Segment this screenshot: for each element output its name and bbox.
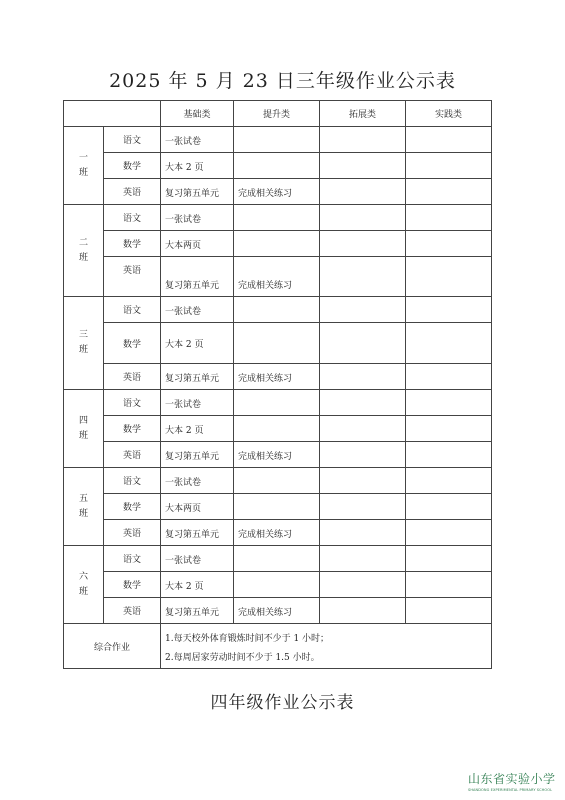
summary-row bbox=[64, 624, 492, 669]
practice-cell bbox=[406, 468, 492, 494]
improve-cell bbox=[234, 297, 320, 323]
basic-cell: 一张试卷 bbox=[161, 546, 234, 572]
subject-cell: 语文 bbox=[104, 468, 161, 494]
subject-cell: 英语 bbox=[104, 257, 161, 297]
extend-cell bbox=[320, 572, 406, 598]
table-row bbox=[64, 546, 492, 572]
basic-cell: 复习第五单元 bbox=[161, 364, 234, 390]
improve-cell: 完成相关练习 bbox=[234, 442, 320, 468]
subject-cell: 英语 bbox=[104, 442, 161, 468]
practice-cell bbox=[406, 231, 492, 257]
practice-cell bbox=[406, 442, 492, 468]
extend-cell bbox=[320, 468, 406, 494]
table-row bbox=[64, 390, 492, 416]
table-row bbox=[64, 364, 492, 390]
table-row bbox=[64, 231, 492, 257]
extend-cell bbox=[320, 231, 406, 257]
practice-cell bbox=[406, 323, 492, 364]
extend-cell bbox=[320, 179, 406, 205]
table-row bbox=[64, 598, 492, 624]
extend-cell bbox=[320, 494, 406, 520]
practice-cell bbox=[406, 257, 492, 297]
summary-line-2: 2.每周居家劳动时间不少于 1.5 小时。 bbox=[165, 653, 320, 663]
basic-cell: 大本 2 页 bbox=[161, 323, 234, 364]
practice-cell bbox=[406, 520, 492, 546]
subject-cell: 数学 bbox=[104, 231, 161, 257]
basic-cell: 复习第五单元 bbox=[161, 442, 234, 468]
subject-cell: 数学 bbox=[104, 323, 161, 364]
subject-cell: 语文 bbox=[104, 297, 161, 323]
extend-cell bbox=[320, 390, 406, 416]
practice-cell bbox=[406, 546, 492, 572]
class-label-2: 二 班 bbox=[64, 205, 104, 297]
improve-cell bbox=[234, 231, 320, 257]
practice-cell bbox=[406, 416, 492, 442]
improve-cell bbox=[234, 468, 320, 494]
improve-cell: 完成相关练习 bbox=[234, 179, 320, 205]
table-row bbox=[64, 323, 492, 364]
logo-subtext: SHANDONG EXPERIMENTAL PRIMARY SCHOOL bbox=[468, 788, 553, 792]
basic-cell: 一张试卷 bbox=[161, 297, 234, 323]
extend-cell bbox=[320, 323, 406, 364]
subject-cell: 语文 bbox=[104, 546, 161, 572]
practice-cell bbox=[406, 572, 492, 598]
basic-cell: 大本 2 页 bbox=[161, 572, 234, 598]
logo-text: 山东省实验小学 bbox=[468, 772, 556, 786]
practice-cell bbox=[406, 364, 492, 390]
extend-cell bbox=[320, 127, 406, 153]
header-extend: 拓展类 bbox=[320, 101, 406, 127]
basic-cell: 复习第五单元 bbox=[161, 598, 234, 624]
practice-cell bbox=[406, 153, 492, 179]
subject-cell: 英语 bbox=[104, 364, 161, 390]
summary-label: 综合作业 bbox=[64, 624, 161, 669]
table-row bbox=[64, 468, 492, 494]
improve-cell bbox=[234, 127, 320, 153]
basic-cell: 一张试卷 bbox=[161, 205, 234, 231]
improve-cell: 完成相关练习 bbox=[234, 257, 320, 297]
practice-cell bbox=[406, 205, 492, 231]
extend-cell bbox=[320, 257, 406, 297]
improve-cell bbox=[234, 572, 320, 598]
improve-cell bbox=[234, 546, 320, 572]
subject-cell: 英语 bbox=[104, 598, 161, 624]
extend-cell bbox=[320, 546, 406, 572]
summary-content bbox=[161, 624, 492, 669]
subject-cell: 数学 bbox=[104, 416, 161, 442]
extend-cell bbox=[320, 297, 406, 323]
practice-cell bbox=[406, 179, 492, 205]
table-row bbox=[64, 442, 492, 468]
table-row bbox=[64, 127, 492, 153]
practice-cell bbox=[406, 598, 492, 624]
improve-cell bbox=[234, 153, 320, 179]
table-row bbox=[64, 297, 492, 323]
table-row bbox=[64, 205, 492, 231]
subject-cell: 语文 bbox=[104, 390, 161, 416]
subject-cell: 英语 bbox=[104, 179, 161, 205]
extend-cell bbox=[320, 205, 406, 231]
improve-cell: 完成相关练习 bbox=[234, 364, 320, 390]
improve-cell bbox=[234, 390, 320, 416]
basic-cell: 大本 2 页 bbox=[161, 416, 234, 442]
basic-cell: 大本两页 bbox=[161, 494, 234, 520]
practice-cell bbox=[406, 494, 492, 520]
summary-line-1: 1.每天校外体育锻炼时间不少于 1 小时； bbox=[165, 634, 330, 644]
practice-cell bbox=[406, 297, 492, 323]
basic-cell: 复习第五单元 bbox=[161, 179, 234, 205]
extend-cell bbox=[320, 442, 406, 468]
table-row bbox=[64, 257, 492, 297]
extend-cell bbox=[320, 520, 406, 546]
basic-cell: 一张试卷 bbox=[161, 127, 234, 153]
improve-cell bbox=[234, 205, 320, 231]
class-label-5: 五 班 bbox=[64, 468, 104, 546]
subject-cell: 数学 bbox=[104, 572, 161, 598]
table-row bbox=[64, 153, 492, 179]
header-basic: 基础类 bbox=[161, 101, 234, 127]
subject-cell: 数学 bbox=[104, 494, 161, 520]
improve-cell: 完成相关练习 bbox=[234, 520, 320, 546]
class-label-3: 三 班 bbox=[64, 297, 104, 390]
improve-cell bbox=[234, 494, 320, 520]
class-label-1: 一 班 bbox=[64, 127, 104, 205]
basic-cell: 复习第五单元 bbox=[161, 257, 234, 297]
school-logo bbox=[468, 770, 560, 794]
table-row bbox=[64, 494, 492, 520]
table-header-row bbox=[64, 101, 492, 127]
improve-cell: 完成相关练习 bbox=[234, 598, 320, 624]
table-row bbox=[64, 416, 492, 442]
extend-cell bbox=[320, 416, 406, 442]
class-label-6: 六 班 bbox=[64, 546, 104, 624]
extend-cell bbox=[320, 153, 406, 179]
header-practice: 实践类 bbox=[406, 101, 492, 127]
improve-cell bbox=[234, 323, 320, 364]
section-subtitle: 四年级作业公示表 bbox=[210, 693, 355, 713]
page-title: 2025 年 5 月 23 日三年级作业公示表 bbox=[109, 70, 456, 92]
subject-cell: 数学 bbox=[104, 153, 161, 179]
basic-cell: 一张试卷 bbox=[161, 390, 234, 416]
basic-cell: 复习第五单元 bbox=[161, 520, 234, 546]
basic-cell: 一张试卷 bbox=[161, 468, 234, 494]
subject-cell: 英语 bbox=[104, 520, 161, 546]
table-row bbox=[64, 520, 492, 546]
table-row bbox=[64, 572, 492, 598]
basic-cell: 大本两页 bbox=[161, 231, 234, 257]
header-improve: 提升类 bbox=[234, 101, 320, 127]
class-label-4: 四 班 bbox=[64, 390, 104, 468]
subject-cell: 语文 bbox=[104, 205, 161, 231]
subject-cell: 语文 bbox=[104, 127, 161, 153]
extend-cell bbox=[320, 364, 406, 390]
homework-table bbox=[63, 100, 492, 669]
extend-cell bbox=[320, 598, 406, 624]
practice-cell bbox=[406, 390, 492, 416]
table-row bbox=[64, 179, 492, 205]
improve-cell bbox=[234, 416, 320, 442]
practice-cell bbox=[406, 127, 492, 153]
header-blank-cell bbox=[64, 101, 161, 127]
basic-cell: 大本 2 页 bbox=[161, 153, 234, 179]
